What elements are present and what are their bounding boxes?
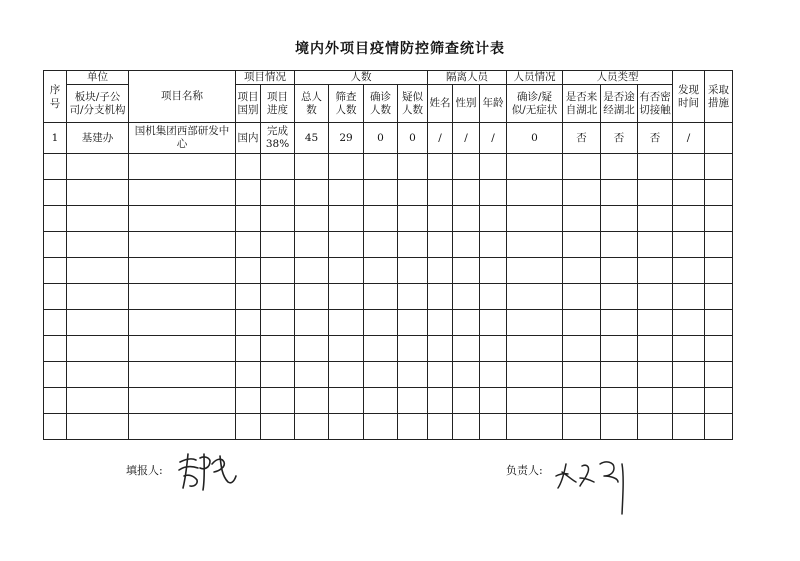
empty-cell (329, 414, 364, 440)
empty-cell (398, 336, 428, 362)
table-row (44, 123, 733, 154)
empty-cell (129, 310, 236, 336)
empty-cell (428, 258, 453, 284)
empty-cell (601, 180, 638, 206)
empty-cell (563, 388, 601, 414)
empty-cell (428, 180, 453, 206)
empty-cell (601, 310, 638, 336)
empty-cell (67, 180, 129, 206)
empty-cell (673, 232, 705, 258)
empty-cell (563, 284, 601, 310)
empty-cell (453, 180, 480, 206)
cell-progress: 完成38% (261, 123, 295, 154)
empty-cell (601, 336, 638, 362)
empty-cell (364, 206, 398, 232)
empty-cell (398, 232, 428, 258)
empty-cell (329, 362, 364, 388)
empty-cell (453, 284, 480, 310)
empty-row (44, 388, 733, 414)
empty-cell (673, 310, 705, 336)
empty-cell (236, 232, 261, 258)
empty-cell (295, 414, 329, 440)
empty-cell (398, 154, 428, 180)
header-project-progress: 项目进度 (261, 85, 295, 123)
empty-cell (673, 180, 705, 206)
empty-cell (638, 362, 673, 388)
empty-cell (261, 388, 295, 414)
empty-cell (428, 154, 453, 180)
header-measures: 采取措施 (705, 71, 733, 123)
cell-gender: / (453, 123, 480, 154)
header-project-name: 项目名称 (129, 71, 236, 123)
empty-cell (398, 206, 428, 232)
empty-cell (261, 206, 295, 232)
cell-country: 国内 (236, 123, 261, 154)
cell-name: / (428, 123, 453, 154)
header-project-status-group: 项目情况 (236, 71, 295, 85)
cell-age: / (480, 123, 507, 154)
empty-cell (601, 362, 638, 388)
empty-cell (563, 310, 601, 336)
filler-signature (176, 446, 238, 492)
empty-cell (601, 388, 638, 414)
empty-cell (329, 206, 364, 232)
header-project-country: 项目国别 (236, 85, 261, 123)
empty-cell (638, 258, 673, 284)
empty-cell (601, 232, 638, 258)
empty-cell (236, 284, 261, 310)
empty-cell (44, 232, 67, 258)
empty-cell (428, 414, 453, 440)
empty-cell (480, 336, 507, 362)
empty-cell (295, 284, 329, 310)
empty-cell (480, 232, 507, 258)
empty-cell (236, 258, 261, 284)
empty-cell (480, 206, 507, 232)
empty-cell (129, 362, 236, 388)
empty-cell (638, 310, 673, 336)
empty-cell (364, 414, 398, 440)
empty-cell (129, 232, 236, 258)
empty-row (44, 154, 733, 180)
empty-cell (453, 388, 480, 414)
empty-cell (44, 180, 67, 206)
empty-cell (428, 206, 453, 232)
empty-cell (236, 362, 261, 388)
empty-cell (261, 336, 295, 362)
empty-cell (329, 180, 364, 206)
empty-cell (44, 414, 67, 440)
cell-project-name: 国机集团西部研发中心 (129, 123, 236, 154)
empty-cell (261, 362, 295, 388)
empty-cell (507, 388, 563, 414)
empty-cell (67, 232, 129, 258)
empty-cell (507, 284, 563, 310)
header-gender: 性别 (453, 85, 480, 123)
empty-cell (67, 206, 129, 232)
empty-cell (129, 414, 236, 440)
empty-row (44, 414, 733, 440)
cell-screened: 29 (329, 123, 364, 154)
empty-cell (67, 154, 129, 180)
header-found-time: 发现时间 (673, 71, 705, 123)
empty-cell (480, 388, 507, 414)
empty-cell (261, 154, 295, 180)
empty-cell (705, 336, 733, 362)
cell-suspected: 0 (398, 123, 428, 154)
cell-unit: 基建办 (67, 123, 129, 154)
empty-cell (428, 362, 453, 388)
empty-cell (507, 414, 563, 440)
empty-cell (480, 310, 507, 336)
empty-cell (601, 414, 638, 440)
empty-cell (507, 258, 563, 284)
empty-cell (601, 284, 638, 310)
empty-cell (453, 206, 480, 232)
empty-cell (453, 414, 480, 440)
header-screened: 筛查人数 (329, 85, 364, 123)
empty-cell (705, 388, 733, 414)
empty-cell (428, 310, 453, 336)
empty-cell (601, 154, 638, 180)
empty-cell (329, 232, 364, 258)
empty-cell (507, 154, 563, 180)
empty-cell (638, 388, 673, 414)
empty-cell (129, 336, 236, 362)
empty-cell (507, 336, 563, 362)
empty-cell (705, 180, 733, 206)
empty-cell (67, 388, 129, 414)
empty-cell (364, 284, 398, 310)
empty-cell (44, 362, 67, 388)
cell-found-time: / (673, 123, 705, 154)
empty-cell (295, 206, 329, 232)
empty-cell (638, 154, 673, 180)
empty-row (44, 258, 733, 284)
empty-cell (480, 154, 507, 180)
empty-cell (236, 310, 261, 336)
empty-cell (453, 310, 480, 336)
empty-cell (398, 284, 428, 310)
header-seq: 序号 (44, 71, 67, 123)
empty-cell (44, 154, 67, 180)
empty-cell (129, 284, 236, 310)
empty-cell (261, 284, 295, 310)
empty-cell (44, 206, 67, 232)
empty-cell (563, 362, 601, 388)
empty-cell (44, 336, 67, 362)
empty-cell (563, 336, 601, 362)
empty-cell (673, 362, 705, 388)
empty-cell (295, 388, 329, 414)
empty-cell (44, 284, 67, 310)
empty-cell (67, 414, 129, 440)
empty-cell (364, 258, 398, 284)
empty-cell (673, 388, 705, 414)
header-person-status: 确诊/疑似/无症状 (507, 85, 563, 123)
empty-cell (480, 362, 507, 388)
empty-cell (329, 284, 364, 310)
empty-cell (638, 206, 673, 232)
empty-cell (364, 310, 398, 336)
empty-cell (44, 258, 67, 284)
empty-cell (705, 362, 733, 388)
empty-cell (67, 362, 129, 388)
empty-cell (364, 180, 398, 206)
empty-cell (428, 336, 453, 362)
empty-row (44, 336, 733, 362)
empty-cell (705, 414, 733, 440)
header-person-status-group: 人员情况 (507, 71, 563, 85)
cell-confirmed: 0 (364, 123, 398, 154)
empty-cell (398, 414, 428, 440)
empty-cell (295, 362, 329, 388)
empty-cell (453, 154, 480, 180)
empty-cell (295, 258, 329, 284)
empty-cell (261, 310, 295, 336)
empty-cell (364, 362, 398, 388)
form-title: 境内外项目疫情防控筛查统计表 (295, 41, 505, 57)
empty-cell (236, 180, 261, 206)
empty-cell (364, 232, 398, 258)
empty-cell (129, 258, 236, 284)
empty-cell (705, 284, 733, 310)
header-total: 总人数 (295, 85, 329, 123)
empty-cell (453, 258, 480, 284)
empty-cell (507, 310, 563, 336)
empty-cell (705, 206, 733, 232)
empty-cell (673, 258, 705, 284)
empty-row (44, 362, 733, 388)
empty-cell (364, 154, 398, 180)
empty-row (44, 180, 733, 206)
cell-via-hubei: 否 (601, 123, 638, 154)
empty-cell (428, 284, 453, 310)
empty-cell (480, 284, 507, 310)
empty-cell (295, 154, 329, 180)
empty-cell (398, 180, 428, 206)
empty-cell (563, 206, 601, 232)
empty-cell (44, 310, 67, 336)
empty-cell (364, 336, 398, 362)
empty-cell (398, 258, 428, 284)
empty-row (44, 206, 733, 232)
empty-cell (261, 414, 295, 440)
empty-cell (601, 258, 638, 284)
empty-cell (67, 336, 129, 362)
empty-cell (480, 180, 507, 206)
empty-cell (507, 232, 563, 258)
empty-cell (329, 154, 364, 180)
empty-cell (261, 232, 295, 258)
empty-cell (129, 388, 236, 414)
empty-cell (673, 414, 705, 440)
empty-cell (295, 310, 329, 336)
empty-cell (329, 336, 364, 362)
empty-cell (601, 206, 638, 232)
header-quarantine-group: 隔离人员 (428, 71, 507, 85)
empty-cell (507, 180, 563, 206)
empty-cell (563, 232, 601, 258)
empty-cell (673, 206, 705, 232)
header-unit-group: 单位 (67, 71, 129, 85)
empty-cell (673, 336, 705, 362)
empty-cell (673, 284, 705, 310)
empty-row (44, 284, 733, 310)
cell-seq: 1 (44, 123, 67, 154)
empty-cell (638, 284, 673, 310)
filler-label: 填报人: (126, 464, 163, 477)
empty-cell (638, 414, 673, 440)
header-confirmed: 确诊人数 (364, 85, 398, 123)
header-person-type-group: 人员类型 (563, 71, 673, 85)
empty-cell (453, 362, 480, 388)
cell-measures (705, 123, 733, 154)
header-age: 年龄 (480, 85, 507, 123)
empty-cell (236, 414, 261, 440)
empty-cell (705, 154, 733, 180)
empty-cell (398, 388, 428, 414)
empty-row (44, 310, 733, 336)
empty-cell (563, 258, 601, 284)
empty-cell (236, 388, 261, 414)
empty-cell (295, 232, 329, 258)
empty-cell (480, 414, 507, 440)
empty-cell (67, 258, 129, 284)
empty-cell (67, 310, 129, 336)
empty-cell (398, 310, 428, 336)
empty-cell (705, 258, 733, 284)
cell-from-hubei: 否 (563, 123, 601, 154)
empty-cell (705, 310, 733, 336)
empty-cell (129, 154, 236, 180)
header-close-contact: 有否密切接触 (638, 85, 673, 123)
empty-cell (563, 414, 601, 440)
empty-cell (428, 232, 453, 258)
empty-cell (236, 336, 261, 362)
header-suspected: 疑似人数 (398, 85, 428, 123)
empty-cell (638, 180, 673, 206)
empty-cell (67, 284, 129, 310)
responsible-signature (552, 456, 642, 516)
empty-cell (507, 362, 563, 388)
empty-cell (261, 258, 295, 284)
empty-cell (44, 388, 67, 414)
empty-cell (638, 232, 673, 258)
empty-cell (673, 154, 705, 180)
header-name: 姓名 (428, 85, 453, 123)
header-from-hubei: 是否来自湖北 (563, 85, 601, 123)
empty-row (44, 232, 733, 258)
empty-cell (507, 206, 563, 232)
empty-cell (453, 336, 480, 362)
cell-person-status: 0 (507, 123, 563, 154)
header-unit: 板块/子公司/分支机构 (67, 85, 129, 123)
empty-cell (428, 388, 453, 414)
cell-close-contact: 否 (638, 123, 673, 154)
empty-cell (364, 388, 398, 414)
empty-cell (236, 206, 261, 232)
responsible-label: 负责人: (506, 464, 543, 477)
empty-cell (563, 180, 601, 206)
empty-cell (563, 154, 601, 180)
empty-cell (329, 258, 364, 284)
empty-cell (638, 336, 673, 362)
empty-cell (129, 180, 236, 206)
empty-cell (236, 154, 261, 180)
header-people-group: 人数 (295, 71, 428, 85)
empty-cell (329, 310, 364, 336)
blank-rows (44, 154, 733, 440)
empty-cell (129, 206, 236, 232)
empty-cell (398, 362, 428, 388)
empty-cell (453, 232, 480, 258)
empty-cell (261, 180, 295, 206)
cell-total: 45 (295, 123, 329, 154)
empty-cell (295, 336, 329, 362)
screening-table (43, 70, 733, 440)
empty-cell (329, 388, 364, 414)
header-via-hubei: 是否途经湖北 (601, 85, 638, 123)
empty-cell (480, 258, 507, 284)
empty-cell (295, 180, 329, 206)
empty-cell (705, 232, 733, 258)
